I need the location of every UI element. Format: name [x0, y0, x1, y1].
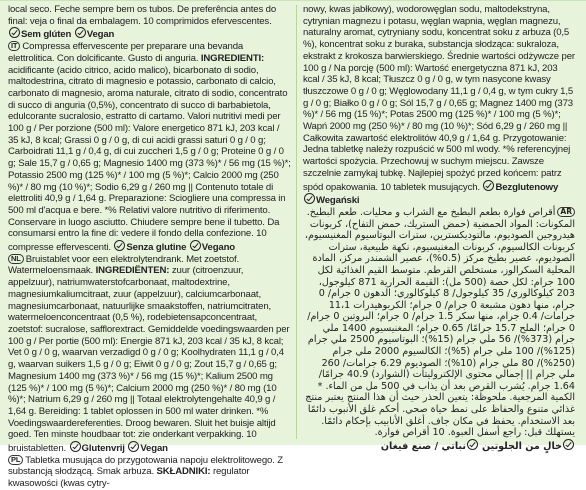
dutch-intro: Bruistablet voor een elektrolytendrank. Met zoetstof. Watermeloensmaak.	[8, 253, 240, 277]
language-code-nl: NL	[8, 254, 24, 264]
gluten-free-badge-pl: Bezglutenowy	[482, 182, 558, 193]
italian-body: acidificante (acido citrico, acido malico), bicarbonato di sodio, maltodestrina, citrato di magnesio e potassio, carbonato di calcio, carbonato di magnesio, aroma naturale, citrato di sodio, concentrato di succo di anguria (0,5%), concentrato di succo di barbabietola, edulcorante sucralosio, estratto di cartamo. Valori nutritivi medi per 100 g / Per porzione (500 ml): Valore energetico 871 kJ, 203 kcal / 35 kJ, 8 kcal; Grassi 0 g / 0 g, di cui acidi grassi saturi 0 g / 0 g; Carboidrati 11,1 g / 0,4 g, di cui zuccheri 1,5 g / 0 g; Proteine 0 g / 0 g; Sale 15,7 g / 0,65 g; Magnesio 1400 mg (373 %)* / 56 mg (15 %)*; Potassio 2500 mg (125 %)* / 100 mg (5 %)*; Calcio 2000 mg (250 %)* / 80 mg (10 %)*; Sodio 6,29 g / 260 mg || Contenuto totale di elettroliti 40,9 g / 1,64 g. Preparazione: Sciogliere una compressa in 500 ml d'acqua e bere. *% Relativi valore nutritivo di riferimento. Conservare in luogo asciutto. Chiudere sempre bene il tubetto. Da consumarsi entro la fine di: vedere il fondo della confezione. 10 compresse effervescenti.	[8, 64, 291, 254]
check-seal-icon	[9, 27, 20, 38]
dutch-body: zuur (citroenzuur, appelzuur), natriumwaterstofcarbonaat, maltodextrine, magnesiumkaliumcitraat, zuur (appelzuur), calciumcarbonaat, magnesiumcarbonaat, natuurlijke smaakstoffen, natriumcitraten, watermeloenconcentraat (0,5 %), rodebietensapconcentraat, zoetstof: sucralose, safflorextract. Gemiddelde voedingswaarden per 100 g / Per portie (500 ml): Energie 871 kJ, 203 kcal / 35 kJ, 8 kcal; Vet 0 g / 0 g, waarvan verzadigd 0 g / 0 g; Koolhydraten 11,1 g / 0,4 g, waarvan suikers 1,5 g / 0 g; Eiwit 0 g / 0 g; Zout 15,7 g / 0,65 g; Magnesium 1400 mg (373 %)* / 56 mg (15 %)*; Kalium 2500 mg (125 %)* / 100 mg (5 %)*; Calcium 2000 mg (250 %)* / 80 mg (10 %)*; Natrium 6,29 g / 260 mg || Totaal elektrolytengehalte 40,9 g / 1,64 g. Bereiding: 1 tablet oplossen in 500 ml water drinken. *% Voedingswaardereferenties. Droog bewaren. Sluit het buisje altijd goed. Ten minste houdbaar tot: zie onderkant verpakking. 10 bruistabletten.	[8, 265, 290, 455]
polish-ingredients-label: SKŁADNIKI:	[156, 466, 211, 478]
gluten-free-badge-nl: Glutenvrij	[69, 443, 125, 454]
vegan-badge-pl: Wegański	[303, 195, 359, 206]
gluten-free-badge-pt: Sem glúten	[8, 29, 71, 40]
language-code-it: IT	[8, 41, 20, 51]
check-seal-icon	[114, 240, 125, 251]
language-code-ar: AR	[557, 207, 575, 217]
column-divider	[296, 5, 297, 439]
check-seal-icon	[467, 439, 478, 450]
gluten-free-badge-it: Senza glutine	[113, 242, 186, 253]
italian-paragraph	[8, 41, 292, 254]
check-seal-icon	[483, 180, 494, 191]
check-seal-icon	[304, 193, 315, 204]
dutch-ingredients-label: INGREDIËNTEN:	[95, 265, 170, 277]
portuguese-tail-paragraph	[8, 4, 292, 41]
gluten-free-badge-ar: خالٍ من الجلوتين	[482, 441, 575, 452]
left-text-column	[8, 4, 292, 490]
arabic-paragraph	[303, 207, 575, 452]
check-seal-icon	[563, 439, 574, 450]
check-seal-icon	[75, 27, 86, 38]
check-seal-icon	[190, 240, 201, 251]
portuguese-tail-text: local seco. Feche sempre bem os tubos. De preferência antes do final: veja o final da embalagem. 10 comprimidos efervescentes.	[8, 4, 277, 27]
check-seal-icon	[128, 441, 139, 452]
italian-intro: Compressa effervescente per preparare una bevanda elettrolitica. Con dolcificante. Gusto di anguria.	[8, 41, 244, 64]
language-code-pl: PL	[8, 455, 23, 465]
polish-body-start: regulator kwasowości (kwas cytry-	[8, 466, 250, 490]
vegan-badge-ar: نباتي / صنع فيغان	[381, 441, 479, 452]
italian-ingredients-label: INGREDIENTI:	[200, 52, 265, 64]
dutch-paragraph	[8, 254, 292, 455]
vegan-badge-pt: Vegan	[74, 29, 115, 40]
polish-intro: Tabletka musująca do przygotowania napoju elektrolitowego. Z substancją słodzącą. Smak arbuza.	[8, 454, 283, 478]
polish-paragraph-tail	[303, 4, 575, 207]
arabic-body: أقراص فوارة بطعم البطيخ مع الشراب و محليات. طعم البطيخ. المكونات: المواد الحمضية (حمض الستريك، حمض التفاح)، كربونات هيدروجين الصوديوم، مالتوديكسترين، سترات البوتاسيوم المغنيسيوم، كربونات الكالسيوم، كربونات المغنيسيوم، نكهة طبيعية، سترات الصوديوم، عصير بطيخ مركز (0.5%)، عصير الشمندر مركز، المادة المحلية السكرالوز، مستخلص القرطم. متوسط القيم الغذائية لكل 100 جرام: لكل حصة (500 مل): القيمة الحرارية 871 كيلوجول، 203 كيلوكالوري/ 35 كيلوجول/ 8 كيلوكالوري؛ الدهون 0 جرام/ 0 جرام، منها دهون مشبعة 0 جرام/ 0 جرام؛ الكربوهيدرات 11،1 جرامات/ 0.4 جرام، منها سكر 1.5 جرام/ 0 جرام؛ البروتين 0 جرام/ 0 جرام؛ الملح 15.7 جرامًا/ 0.65 جرام؛ المغنيسيوم 1400 ملي جرام (373%)/ 56 ملي جرام (15%)؛ البوتاسيوم 2500 ملي جرام (125%)/ 100 ملي جرام (5%)؛ الكالسيوم 2000 ملي جرام (250%)/ 80 ملي جرام (10%)؛ الصوديوم 6.29 جرامات/ 260 ملي جرام || إجمالي محتوى الإلكتروليتات (الشوارد) 40.9 جرامًا/ 1.64 جرام. يُشرب القرص بعد أن يذاب في 500 مل من الماء. * الكمية المرجعية. ملحوظة: يتعين الحذر حيث أن هذا المنتج يعتبر منتج غذائي متنوع والحفاظ على نمط حياة صحي. أحكم غلق الأنبوب دائمًا بعد الاستخدام. يحفظ في مكان جاف. أغلق الأنابيب بإحكام دائمًا. يستهلك قبل: راجع أسفل العبوة. 10 أقراص فوارة.	[304, 206, 575, 439]
right-text-column	[303, 4, 575, 452]
vegan-badge-it: Vegano	[189, 242, 235, 253]
polish-paragraph-start	[8, 455, 292, 490]
check-seal-icon	[70, 441, 81, 452]
vegan-badge-nl: Vegan	[127, 443, 168, 454]
polish-body-tail: nowy, kwas jabłkowy), wodorowęglan sodu, maltodekstryna, cytrynian magnezu i potasu, węglan wapnia, węglan magnezu, naturalny aromat, cytryniany sodu, koncentrat soku z arbuza (0,5 %), koncentrat soku z buraka, substancja słodząca: sukraloza, ekstrakt z krokosza barwierskiego. Średnie wartości odżywcze per 100 g / Na porcję (500 ml): Wartość energetyczna 871 kJ, 203 kcal / 35 kJ, 8 kcal; Tłuszcz 0 g / 0 g, w tym nasycone kwasy tłuszczowe 0 g / 0 g; Węglowodany 11,1 g / 0,4 g, w tym cukry 1,5 g / 0 g; Białko 0 g / 0 g; Sól 15,7 g / 0,65 g; Magnez 1400 mg (373 %)* / 56 mg (15 %)*; Potas 2500 mg (125 %)* / 100 mg (5 %)*; Wapń 2000 mg (250 %)* / 80 mg (10 %)*; Sód 6,29 g / 260 mg || Całkowita zawartość elektrolitów 40,9 g / 1,64 g. Przygotowanie: Jedna tabletkę należy rozpuścić w 500 ml wody. *% referencyjnej wartości spożycia. Przechowuj w suchym miejscu. Zawsze szczelnie zamykaj tubkę. Najlepiej spożyć przed końcem: patrz spód opakowania. 10 tabletek musujących.	[303, 4, 575, 193]
